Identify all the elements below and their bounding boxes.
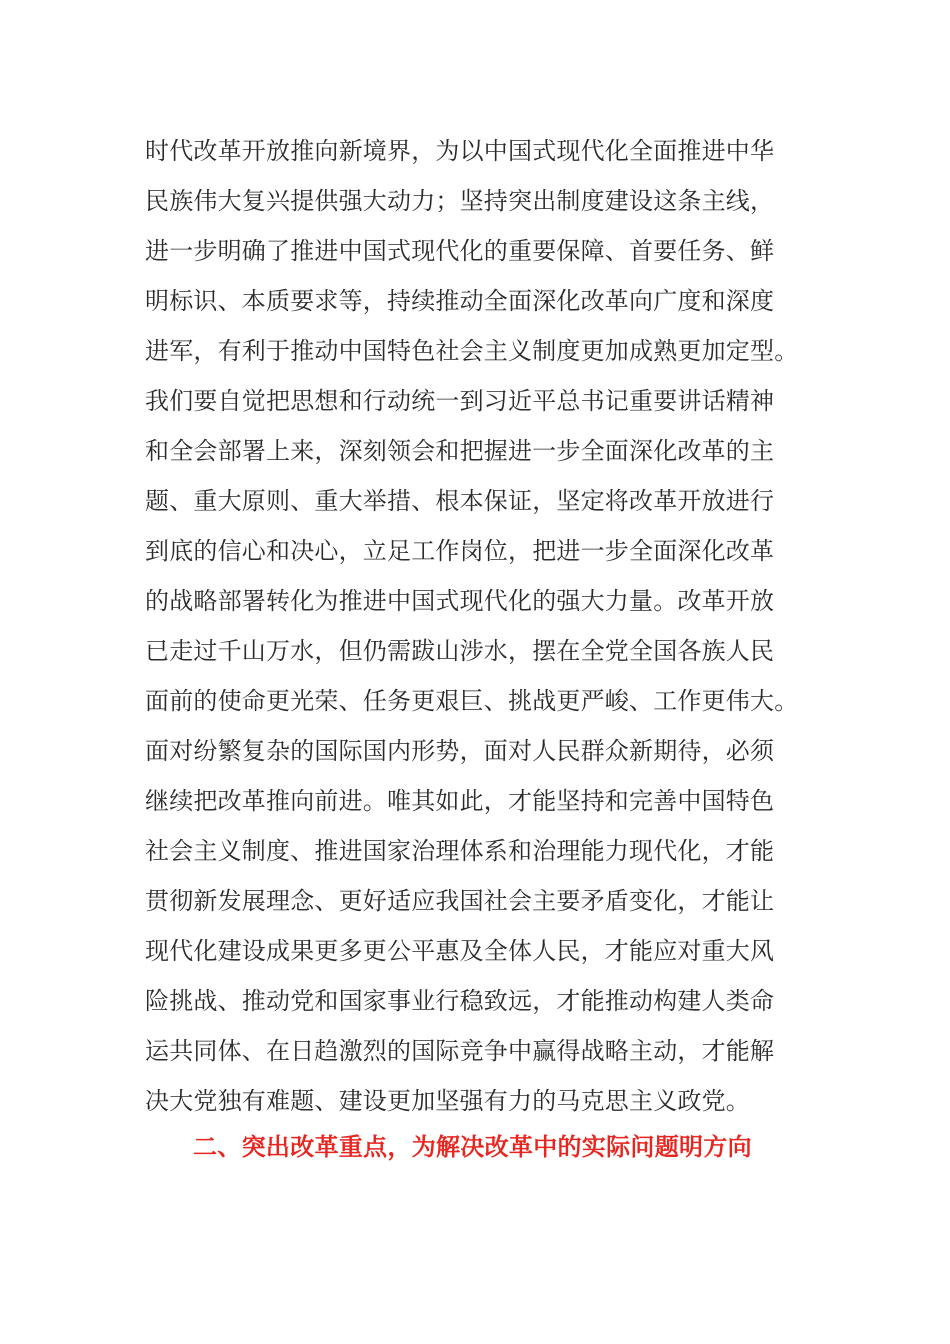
- text-line-3: 进一步明确了推进中国式现代化的重要保障、首要任务、鲜: [145, 237, 775, 265]
- text-line-9: 到底的信心和决心，立足工作岗位，把进一步全面深化改革: [145, 537, 775, 565]
- text-line-11: 已走过千山万水，但仍需跋山涉水，摆在全党全国各族人民: [145, 637, 775, 665]
- text-line-16: 贯彻新发展理念、更好适应我国社会主要矛盾变化，才能让: [145, 887, 775, 915]
- text-line-14: 继续把改革推向前进。唯其如此，才能坚持和完善中国特色: [145, 787, 775, 815]
- text-line-2: 民族伟大复兴提供强大动力；坚持突出制度建设这条主线，: [145, 187, 775, 215]
- text-line-18: 险挑战、推动党和国家事业行稳致远，才能推动构建人类命: [145, 987, 775, 1015]
- text-line-4: 明标识、本质要求等，持续推动全面深化改革向广度和深度: [145, 287, 775, 315]
- text-line-13: 面对纷繁复杂的国际国内形势，面对人民群众新期待，必须: [145, 737, 775, 765]
- text-line-10: 的战略部署转化为推进中国式现代化的强大力量。改革开放: [145, 587, 775, 615]
- text-line-17: 现代化建设成果更多更公平惠及全体人民，才能应对重大风: [145, 937, 775, 965]
- text-line-15: 社会主义制度、推进国家治理体系和治理能力现代化，才能: [145, 837, 775, 865]
- section-heading: 二、突出改革重点，为解决改革中的实际问题明方向: [193, 1133, 752, 1161]
- text-line-7: 和全会部署上来，深刻领会和把握进一步全面深化改革的主: [145, 437, 775, 465]
- text-line-8: 题、重大原则、重大举措、根本保证，坚定将改革开放进行: [145, 487, 775, 515]
- text-line-1: 时代改革开放推向新境界，为以中国式现代化全面推进中华: [145, 137, 775, 165]
- body-paragraph: [145, 126, 825, 1126]
- text-line-12: 面前的使命更光荣、任务更艰巨、挑战更严峻、工作更伟大。: [145, 687, 799, 715]
- text-line-19: 运共同体、在日趋激烈的国际竞争中赢得战略主动，才能解: [145, 1037, 775, 1065]
- text-line-20: 决大党独有难题、建设更加坚强有力的马克思主义政党。: [145, 1087, 750, 1115]
- text-line-6: 我们要自觉把思想和行动统一到习近平总书记重要讲话精神: [145, 387, 775, 415]
- text-line-5: 进军，有利于推动中国特色社会主义制度更加成熟更加定型。: [145, 337, 799, 365]
